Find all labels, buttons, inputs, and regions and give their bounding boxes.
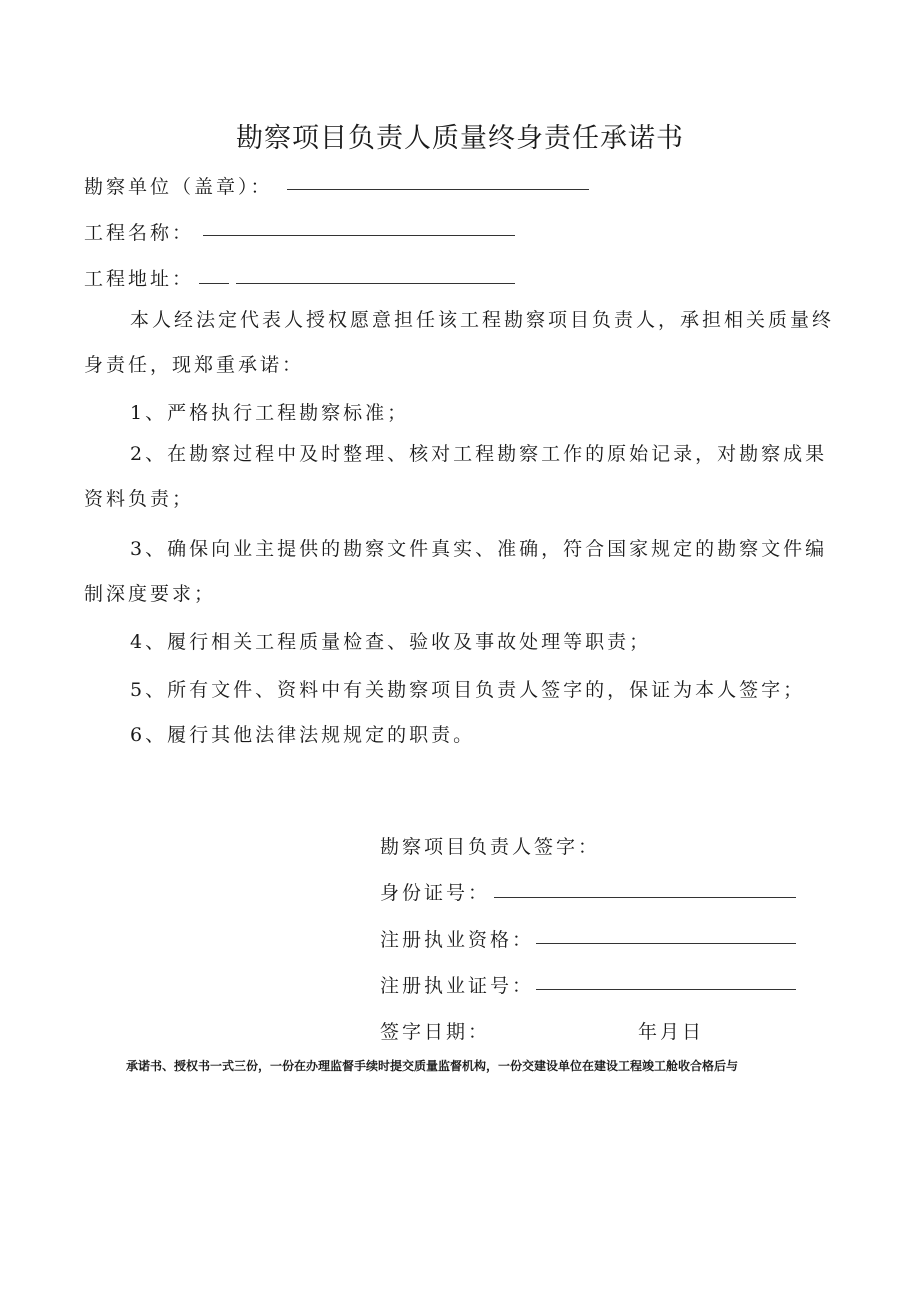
commitment-item: 2、在勘察过程中及时整理、核对工程勘察工作的原始记录，对勘察成果资料负责； — [84, 443, 828, 510]
license-number-label: 注册执业证号： — [380, 975, 535, 997]
id-number-line[interactable] — [494, 897, 796, 898]
survey-unit-line[interactable] — [287, 189, 589, 190]
document-title: 勘察项目负责人质量终身责任承诺书 — [236, 123, 684, 154]
id-number-label: 身份证号： — [380, 882, 491, 904]
project-address-label: 工程地址： — [84, 268, 195, 290]
project-name-line[interactable] — [203, 235, 515, 236]
commitment-item: 3、确保向业主提供的勘察文件真实、准确，符合国家规定的勘察文件编制深度要求； — [84, 538, 828, 605]
sign-date-label: 签字日期： — [380, 1021, 491, 1043]
commitment-item: 4、履行相关工程质量检查、验收及事故处理等职责； — [130, 631, 652, 653]
project-address-line-short[interactable] — [199, 283, 229, 284]
qualification-line[interactable] — [536, 943, 796, 944]
intro-paragraph: 本人经法定代表人授权愿意担任该工程勘察项目负责人，承担相关质量终身责任，现郑重承诺： — [84, 309, 835, 376]
qualification-label: 注册执业资格： — [380, 929, 535, 951]
project-address-line[interactable] — [236, 283, 515, 284]
commitment-item: 1、严格执行工程勘察标准； — [130, 402, 410, 424]
commitment-item: 6、履行其他法律法规规定的职责。 — [130, 724, 476, 746]
signer-label: 勘察项目负责人签字： — [380, 836, 601, 858]
license-number-line[interactable] — [536, 989, 796, 990]
commitment-item: 5、所有文件、资料中有关勘察项目负责人签字的，保证为本人签字； — [130, 679, 806, 701]
survey-unit-label: 勘察单位（盖章）： — [84, 176, 273, 198]
sign-date-value: 年月日 — [638, 1021, 705, 1043]
footnote: 承诺书、授权书一式三份，一份在办理监督手续时提交质量监督机构，一份交建设单位在建设工程竣工舱收合格后与 — [126, 1059, 739, 1073]
project-name-label: 工程名称： — [84, 222, 195, 244]
